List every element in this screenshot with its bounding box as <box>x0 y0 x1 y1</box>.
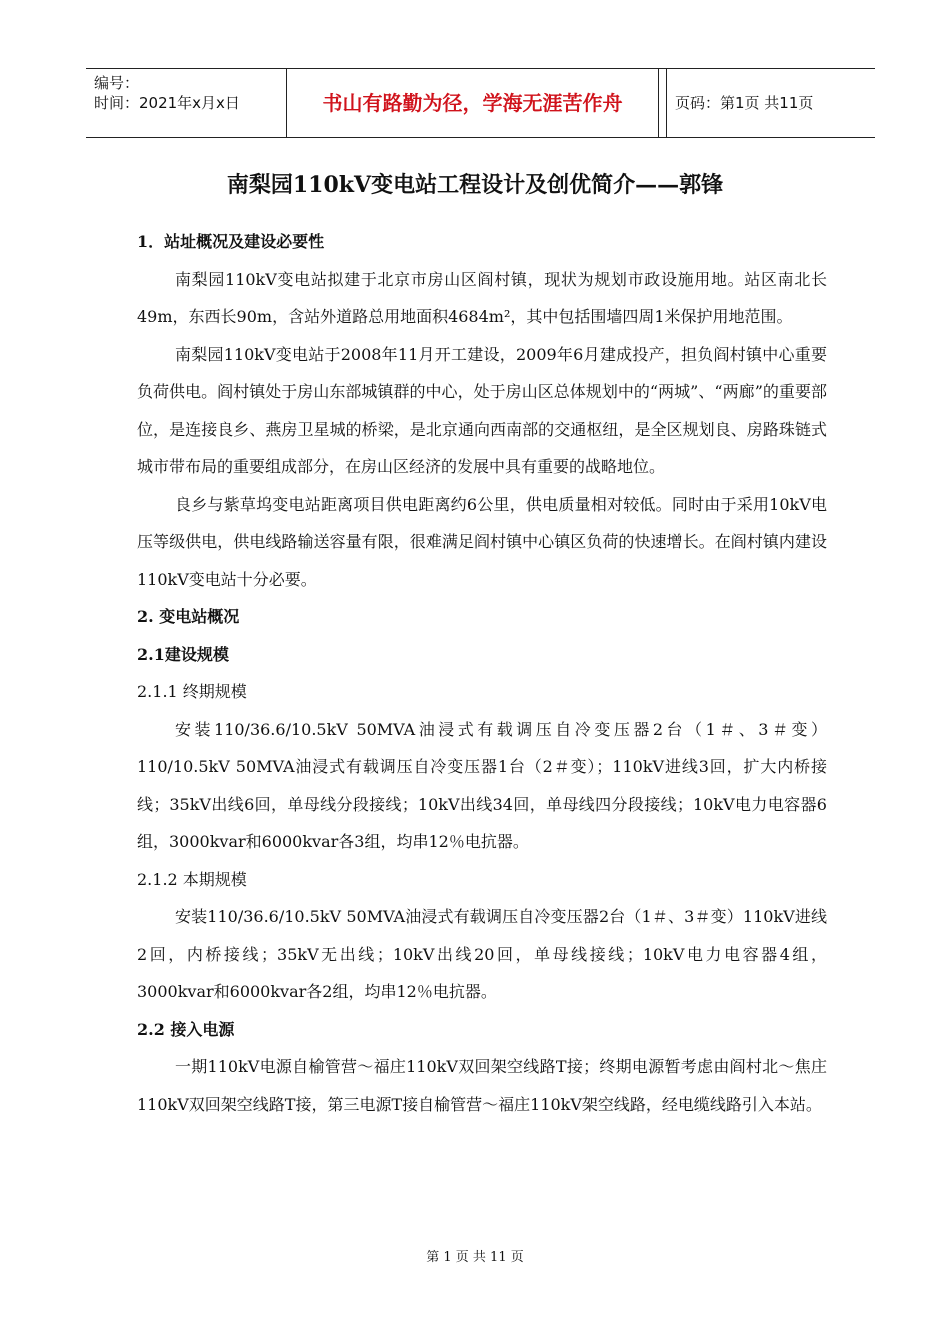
document-title: 南梨园110kV变电站工程设计及创优简介——郭锋 <box>226 172 724 198</box>
paragraph: 南梨园110kV变电站拟建于北京市房山区阎村镇，现状为规划市政设施用地。站区南北长49m，东西长90m，含站外道路总用地面积4684m²，其中包括围墙四周1米保护用地范围。 <box>137 269 827 326</box>
section-heading-2-2: 2.2 接入电源 <box>137 1019 235 1039</box>
subsection-heading-2-1-1: 2.1.1 终期规模 <box>137 682 247 701</box>
paragraph: 安装110/36.6/10.5kV 50MVA油浸式有载调压自冷变压器2台（1＃、3＃变）110/10.5kV 50MVA油浸式有载调压自冷变压器1台（2＃变）；110kV进线3回，扩大内桥接线；35kV出线6回，单母线分段接线；10kV出线34回，单母线四分段接线；10kV电力电容器6组，3000kvar和6000kvar各3组，均串12％电抗器。 <box>137 719 827 851</box>
subsection-heading-2-1-2: 2.1.2 本期规模 <box>137 869 247 889</box>
header-motto: 书山有路勤为径，学海无涯苦作舟 <box>286 69 659 137</box>
document-date: 时间：2021年x月x日 <box>94 94 240 112</box>
paragraph: 南梨园110kV变电站于2008年11月开工建设，2009年6月建成投产，担负阎村镇中心重要负荷供电。阎村镇处于房山东部城镇群的中心，处于房山区总体规划中的“两城”、“两廊”的重要部位，是连接良乡、燕房卫星城的桥梁，是北京通向西南部的交通枢纽，是全区规划良、房路珠链式城市带布局的重要组成部分，在房山区经济的发展中具有重要的战略地位。 <box>137 344 827 476</box>
section-heading-1: 1．站址概况及建设必要性 <box>137 232 325 251</box>
document-number-label: 编号： <box>94 74 140 92</box>
section-heading-2-1: 2.1建设规模 <box>137 644 229 664</box>
paragraph: 安装110/36.6/10.5kV 50MVA油浸式有载调压自冷变压器2台（1＃、3＃变）110kV进线2回，内桥接线；35kV无出线；10kV出线20回，单母线接线；10kV电力电容器4组，3000kvar和6000kvar各2组，均串12％电抗器。 <box>137 907 827 1001</box>
header-meta <box>86 69 286 137</box>
header-table <box>86 68 875 138</box>
paragraph: 良乡与紫草坞变电站距离项目供电距离约6公里，供电质量相对较低。同时由于采用10kV电压等级供电，供电线路输送容量有限，很难满足阎村镇中心镇区负荷的快速增长。在阎村镇内建设110kV变电站十分必要。 <box>137 494 827 589</box>
document-body <box>137 223 827 1123</box>
paragraph: 一期110kV电源自榆管营～福庄110kV双回架空线路T接；终期电源暂考虑由阎村北～焦庄110kV双回架空线路T接，第三电源T接自榆管营～福庄110kV架空线路，经电缆线路引入本站。 <box>137 1057 827 1114</box>
page-footer: 第 1 页 共 11 页 <box>426 1250 524 1265</box>
section-heading-2: 2. 变电站概况 <box>137 607 240 626</box>
header-page-info: 页码：第1页 共11页 <box>666 69 875 137</box>
